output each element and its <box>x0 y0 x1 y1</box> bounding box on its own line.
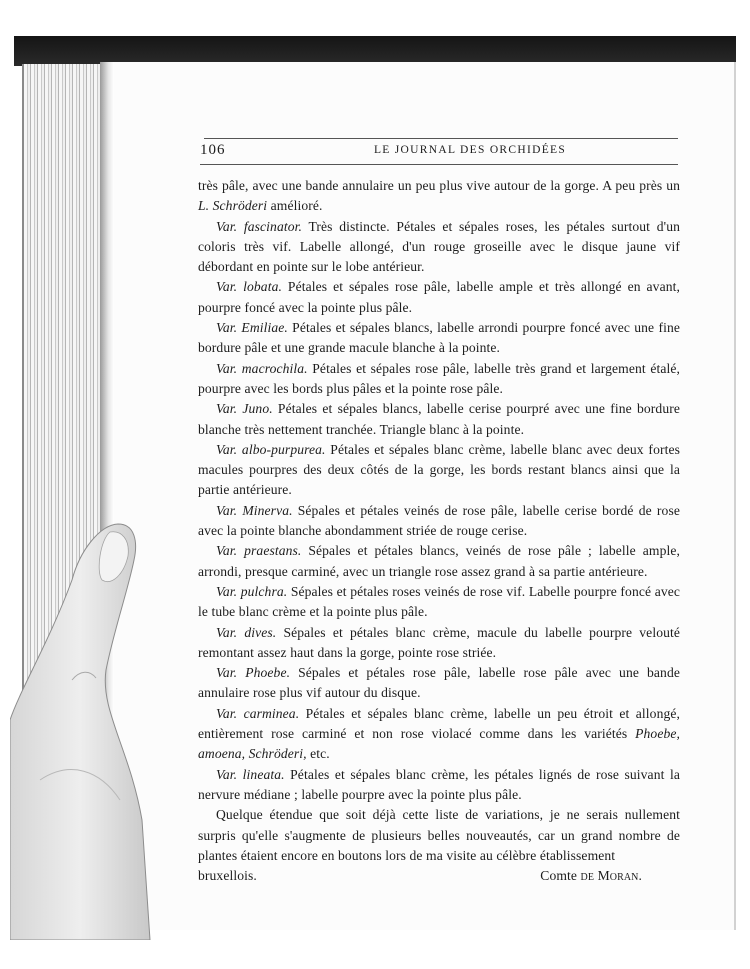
variety-label: Var. lobata. <box>216 279 282 295</box>
variety-label: Var. Phoebe. <box>216 665 291 681</box>
variety-list <box>198 217 680 806</box>
header-rule-bottom <box>200 164 678 165</box>
variety-description: Pétales et sépales rose pâle, labelle très grand et largement étalé, pourpre avec les bords plus pâles et la pointe rose pâle. <box>198 360 681 396</box>
intro-variety-name: L. Schröderi <box>198 198 268 214</box>
variety-names: Phoebe, amoena, Schröderi, <box>198 726 680 762</box>
variety-description: Sépales et pétales blancs, veinés de rose pâle ; labelle ample, arrondi, presque carminé, avec un triangle rose assez grand à sa partie antérieure. <box>198 543 680 579</box>
variety-description: Pétales et sépales rose pâle, labelle ample et très allongé en avant, pourpre foncé avec la pointe plus pâle. <box>198 279 680 315</box>
variety-entry <box>198 541 680 582</box>
variety-description: Pétales et sépales blancs, labelle cerise pourpré avec une fine bordure blanche très nettement tranchée. Triangle blanc à la pointe. <box>198 401 680 437</box>
variety-entry <box>198 582 680 623</box>
variety-label: Var. dives. <box>216 624 277 640</box>
variety-description: Sépales et pétales roses veinés de rose vif. Labelle pourpre foncé avec le tube blanc crème et la pointe plus pâle. <box>198 583 680 620</box>
variety-entry <box>198 765 680 806</box>
page-header <box>200 140 678 164</box>
variety-label: Var. carminea. <box>216 705 300 721</box>
variety-entry <box>198 440 680 501</box>
closing-signature-line <box>198 866 680 886</box>
variety-description-end: etc. <box>306 746 330 762</box>
intro-paragraph: très pâle, avec une bande annulaire un peu plus vive autour de la gorge. A peu près un L. Schröderi amélioré. <box>198 178 680 214</box>
variety-label: Var. Minerva. <box>216 502 293 518</box>
variety-entry <box>198 623 680 664</box>
variety-description: Très distincte. Pétales et sépales roses, les pétales surtout d'un coloris très vif. Labelle allongé, d'un rouge groseille avec le disque jaune vif débordant en pointe sur le lobe antérieur. <box>198 218 681 275</box>
variety-entry <box>198 217 680 278</box>
variety-entry <box>198 501 680 542</box>
book-page-edges <box>22 64 108 854</box>
variety-description: Pétales et sépales blanc crème, les pétales lignés de rose suivant la nervure médiane ; labelle pourpre avec la pointe plus pâle. <box>198 766 680 802</box>
variety-label: Var. fascinator. <box>216 218 303 234</box>
variety-description: Pétales et sépales blancs, labelle arrondi pourpre foncé avec une fine bordure pâle et une grande macule blanche à la pointe. <box>198 320 680 356</box>
variety-description: Sépales et pétales rose pâle, labelle rose pâle avec une bande annulaire rose plus vif autour du disque. <box>198 665 680 701</box>
variety-entry <box>198 399 680 440</box>
variety-entry <box>198 704 680 765</box>
article-body <box>198 176 680 886</box>
header-rule-top <box>204 138 678 139</box>
spine-shadow <box>100 62 114 922</box>
page-number: 106 <box>200 142 226 158</box>
variety-entry <box>198 277 680 318</box>
variety-description: Pétales et sépales blanc crème, labelle un peu étroit et allongé, entièrement rose carminé et non rose violacé comme dans les variétés <box>198 705 680 742</box>
variety-label: Var. pulchra. <box>216 583 288 599</box>
variety-description: Sépales et pétales blanc crème, macule du labelle pourpre velouté remontant assez haut dans la gorge, pointe rose striée. <box>198 624 680 660</box>
variety-description: Pétales et sépales blanc crème, labelle blanc avec deux fortes macules pourpres des deux côtés de la gorge, les bords restant blancs ainsi que la partie antérieure. <box>198 441 680 498</box>
variety-label: Var. lineata. <box>216 766 285 782</box>
running-title: LE JOURNAL DES ORCHIDÉES <box>373 144 567 156</box>
signature: Comte de Moran. <box>540 868 642 884</box>
variety-label: Var. Juno. <box>216 401 273 417</box>
variety-label: Var. Emiliae. <box>216 320 288 336</box>
variety-entry <box>198 663 680 704</box>
variety-label: Var. macrochila. <box>216 360 308 376</box>
closing-last-word: bruxellois. <box>198 868 257 884</box>
variety-entry <box>198 359 680 400</box>
variety-entry <box>198 318 680 359</box>
variety-label: Var. albo-purpurea. <box>216 441 326 457</box>
variety-label: Var. praestans. <box>216 543 302 559</box>
closing-paragraph: Quelque étendue que soit déjà cette liste de variations, je ne serais nullement surpris qu'elle s'augmente de plusieurs belles nouveautés, car un grand nombre de plantes étaient encore en boutons lors de ma visite au célèbre établissement <box>198 807 680 863</box>
variety-description: Sépales et pétales veinés de rose pâle, labelle cerise bordé de rose avec la pointe blanche abondamment striée de rouge cerise. <box>198 502 680 539</box>
